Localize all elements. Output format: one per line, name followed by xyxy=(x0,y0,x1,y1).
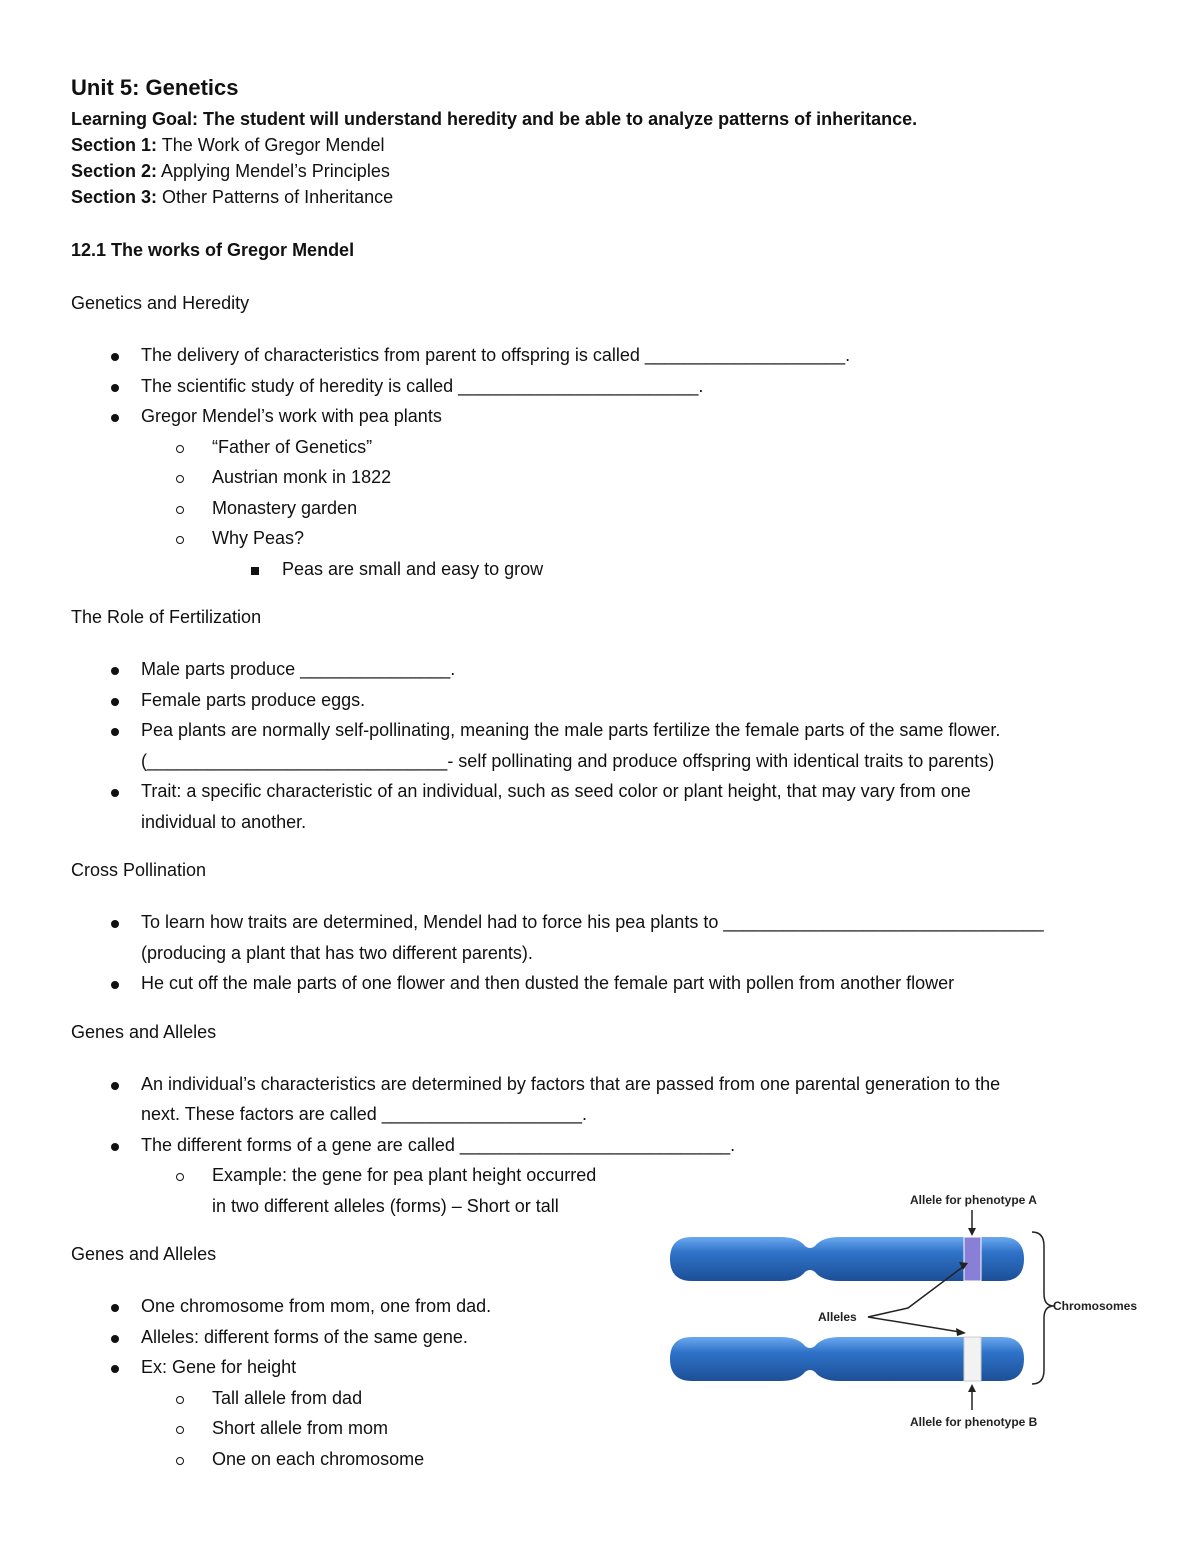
list-item xyxy=(71,401,1131,432)
list-item-text: An individual’s characteristics are determined by factors that are passed from one parental generation to the xyxy=(141,1073,1001,1094)
bullet-icon xyxy=(111,1304,119,1312)
list-item-text: next. These factors are called ____________________. xyxy=(141,1104,588,1124)
list-item-text: The different forms of a gene are called ___________________________. xyxy=(141,1134,736,1155)
list-item-text: Gregor Mendel’s work with pea plants xyxy=(141,406,442,426)
bullet-icon xyxy=(111,1082,119,1090)
label-chromosomes: Chromosomes xyxy=(1053,1299,1138,1313)
list-item xyxy=(71,654,1131,685)
arrow-head-icon xyxy=(968,1228,976,1236)
label-alleles: Alleles xyxy=(818,1310,857,1324)
heading-fertilization: The Role of Fertilization xyxy=(71,607,262,627)
section-2 xyxy=(71,158,1131,184)
list-item xyxy=(71,340,1131,371)
list-item xyxy=(71,432,1131,463)
list-item-text: He cut off the male parts of one flower and then dusted the female part with pollen from another flower xyxy=(141,973,955,993)
list-item-text: Austrian monk in 1822 xyxy=(212,467,392,487)
learning-goal-text: The student will understand heredity and be able to analyze patterns of inheritance. xyxy=(198,109,918,129)
bullet-icon xyxy=(111,920,119,928)
list-item-text: Male parts produce _______________. xyxy=(141,659,456,679)
list-item-text: (______________________________- self pollinating and produce offspring with identical traits to parents) xyxy=(141,750,995,771)
list-item xyxy=(71,523,1131,554)
list-cross-pollination xyxy=(71,907,1131,999)
list-item-text: Peas are small and easy to grow xyxy=(282,558,544,579)
bullet-icon xyxy=(111,384,119,392)
circle-bullet-icon xyxy=(176,1426,184,1434)
list-item xyxy=(71,554,1131,585)
circle-bullet-icon xyxy=(176,1396,184,1404)
section-1-text: The Work of Gregor Mendel xyxy=(157,135,385,155)
list-item-text: Short allele from mom xyxy=(212,1418,389,1438)
list-item xyxy=(71,371,1131,402)
list-item-text: Ex: Gene for height xyxy=(141,1357,297,1377)
list-item-text: (producing a plant that has two different parents). xyxy=(141,942,533,963)
page-title: Unit 5: Genetics xyxy=(71,75,239,100)
list-item xyxy=(71,715,1131,776)
list-item-text: To learn how traits are determined, Mendel had to force his pea plants to ________________________________ xyxy=(141,912,1044,932)
learning-goal xyxy=(71,106,1131,132)
section-3 xyxy=(71,184,1131,210)
list-fertilization xyxy=(71,654,1131,837)
bullet-icon xyxy=(111,698,119,706)
list-item-text: Example: the gene for pea plant height occurred xyxy=(212,1165,597,1185)
list-item-text: Female parts produce eggs. xyxy=(141,689,366,710)
bullet-icon xyxy=(111,667,119,675)
list-item-text: Why Peas? xyxy=(212,528,305,548)
list-item-text: The delivery of characteristics from parent to offspring is called ____________________. xyxy=(141,345,851,365)
bullet-icon xyxy=(111,414,119,422)
list-item-text: Trait: a specific characteristic of an individual, such as seed color or plant height, that may vary from one xyxy=(141,781,971,801)
list-genetics-heredity xyxy=(71,340,1131,584)
list-item-text: in two different alleles (forms) – Short or tall xyxy=(212,1195,559,1216)
section-1 xyxy=(71,132,1131,158)
circle-bullet-icon xyxy=(176,475,184,483)
arrow-head-icon xyxy=(968,1384,976,1392)
list-item xyxy=(71,1069,1131,1130)
list-item xyxy=(71,776,1131,837)
bullet-icon xyxy=(111,353,119,361)
list-item-text: Monastery garden xyxy=(212,497,358,518)
heading-genetics-heredity: Genetics and Heredity xyxy=(71,293,250,313)
list-item-text: One chromosome from mom, one from dad. xyxy=(141,1296,492,1316)
list-item-text: Alleles: different forms of the same gene. xyxy=(141,1326,468,1347)
bullet-icon xyxy=(111,789,119,797)
list-item xyxy=(71,493,1131,524)
section-3-text: Other Patterns of Inheritance xyxy=(157,187,394,207)
circle-bullet-icon xyxy=(176,1457,184,1465)
circle-bullet-icon xyxy=(176,445,184,453)
bullet-icon xyxy=(111,1335,119,1343)
learning-goal-label: Learning Goal: xyxy=(71,109,199,129)
allele-band-b xyxy=(964,1337,981,1381)
label-phenotype-a: Allele for phenotype A xyxy=(910,1193,1037,1207)
label-phenotype-b: Allele for phenotype B xyxy=(910,1415,1038,1429)
chromosome-diagram xyxy=(660,1180,1160,1440)
subtitle: 12.1 The works of Gregor Mendel xyxy=(71,240,355,260)
heading-cross-pollination: Cross Pollination xyxy=(71,860,207,880)
list-item-text: The scientific study of heredity is called ________________________. xyxy=(141,375,704,396)
list-item-text: Pea plants are normally self-pollinating, meaning the male parts fertilize the female parts of the same flower. xyxy=(141,720,1001,740)
list-item xyxy=(71,462,1131,493)
arrow-head-icon xyxy=(956,1328,966,1336)
list-item xyxy=(71,1130,1131,1161)
heading-genes-alleles-2: Genes and Alleles xyxy=(71,1244,217,1264)
circle-bullet-icon xyxy=(176,1173,184,1181)
heading-genes-alleles: Genes and Alleles xyxy=(71,1021,217,1042)
list-item-text: individual to another. xyxy=(141,811,307,832)
section-2-label: Section 2: xyxy=(71,161,158,181)
bullet-icon xyxy=(111,1143,119,1151)
section-2-text: Applying Mendel’s Principles xyxy=(157,161,390,181)
square-bullet-icon xyxy=(251,567,259,575)
section-3-label: Section 3: xyxy=(71,187,158,207)
circle-bullet-icon xyxy=(176,536,184,544)
list-item xyxy=(71,907,1131,968)
bullet-icon xyxy=(111,1365,119,1373)
list-item xyxy=(71,685,1131,716)
allele-band-a xyxy=(964,1237,981,1281)
bullet-icon xyxy=(111,728,119,736)
list-item xyxy=(71,1444,1131,1475)
list-item xyxy=(71,968,1131,999)
list-item-text: Tall allele from dad xyxy=(212,1387,363,1408)
list-item-text: “Father of Genetics” xyxy=(212,436,373,457)
bullet-icon xyxy=(111,981,119,989)
list-item-text: One on each chromosome xyxy=(212,1448,425,1469)
section-1-label: Section 1: xyxy=(71,135,158,155)
circle-bullet-icon xyxy=(176,506,184,514)
brace xyxy=(1032,1232,1054,1384)
